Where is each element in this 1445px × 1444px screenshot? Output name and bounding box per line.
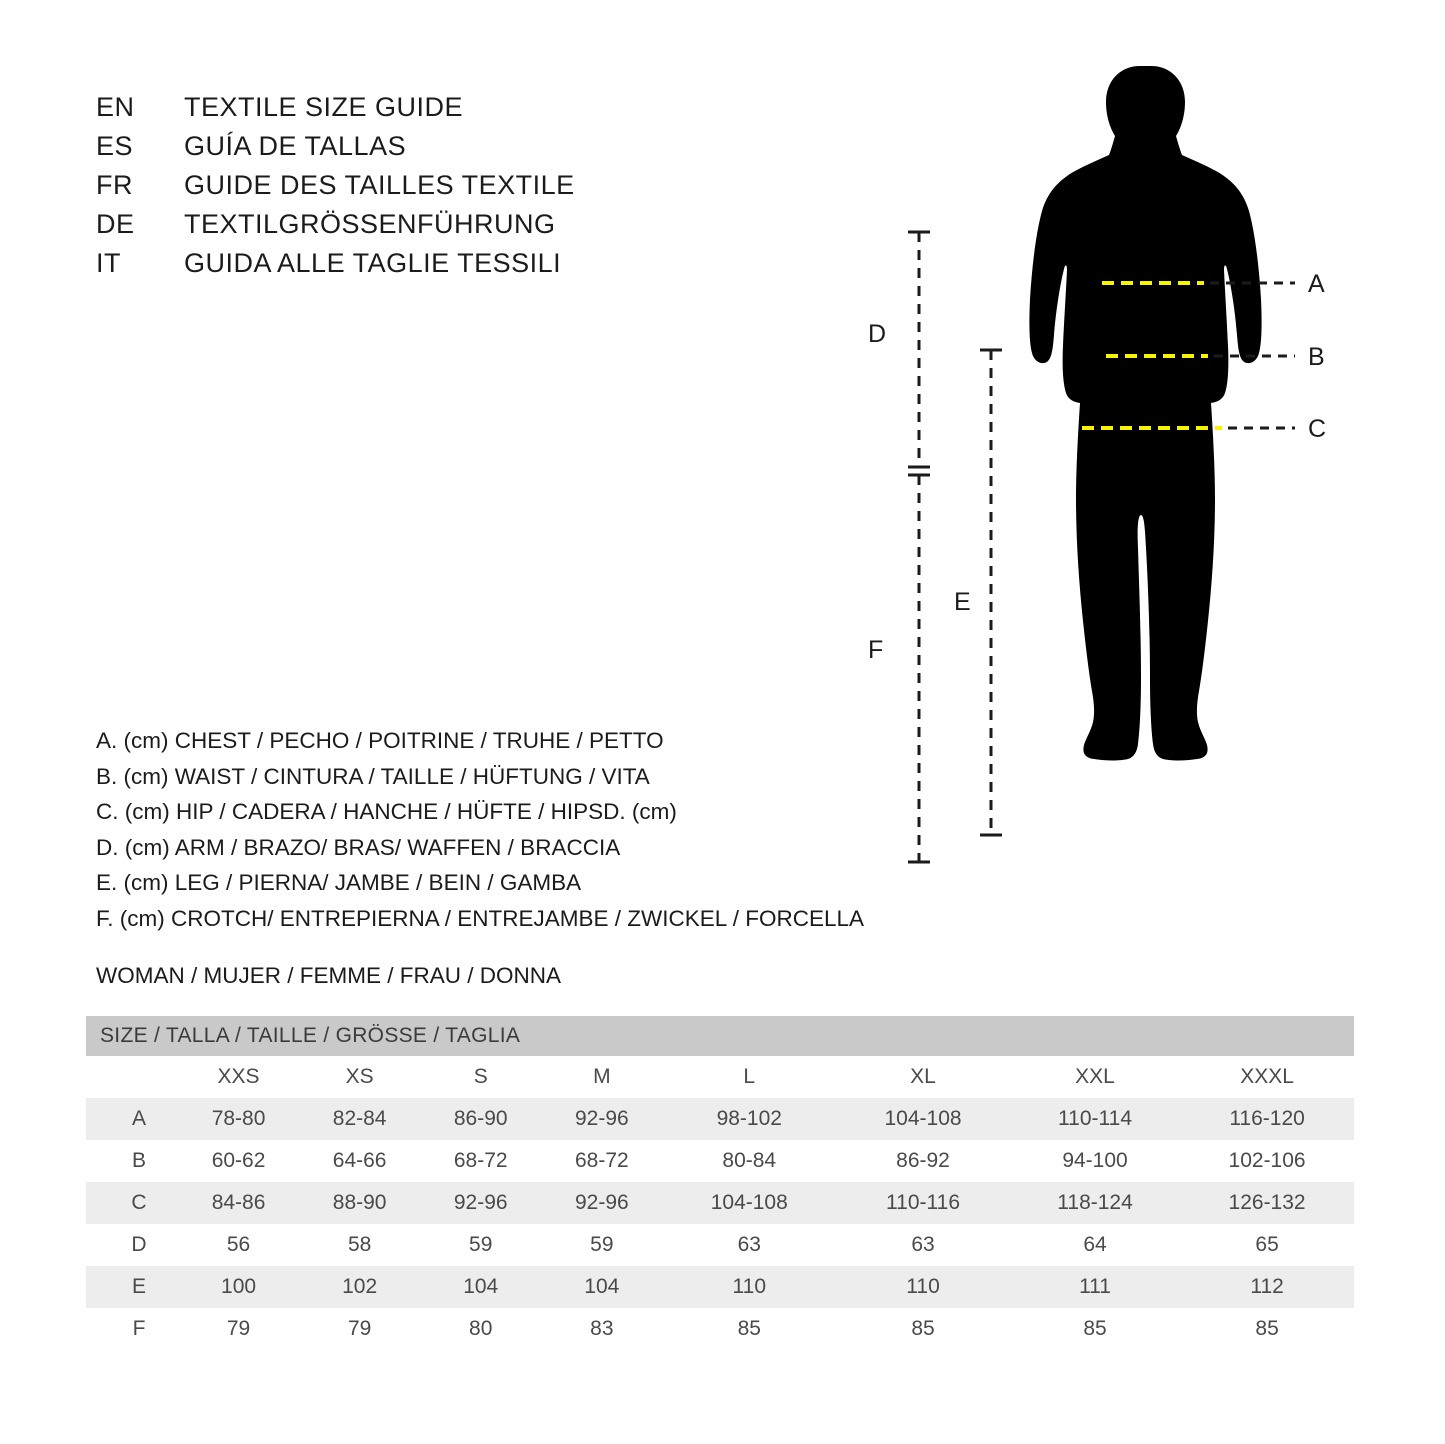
cell-d-xxl: 64	[1010, 1224, 1180, 1266]
table-row	[86, 1266, 1354, 1308]
title-row-de	[96, 209, 575, 248]
row-label-d: D	[86, 1224, 178, 1266]
cell-c-m: 92-96	[541, 1182, 662, 1224]
title-block	[96, 92, 575, 287]
row-label-f: F	[86, 1308, 178, 1350]
title-row-es	[96, 131, 575, 170]
cell-e-xxs: 100	[178, 1266, 299, 1308]
gender-heading: WOMAN / MUJER / FEMME / FRAU / DONNA	[96, 963, 561, 988]
column-header-xxxl: XXXL	[1180, 1056, 1354, 1098]
cell-a-xxxl: 116-120	[1180, 1098, 1354, 1140]
cell-f-xxl: 85	[1010, 1308, 1180, 1350]
cell-c-xxs: 84-86	[178, 1182, 299, 1224]
cell-b-xl: 86-92	[836, 1140, 1010, 1182]
bracket-e-leg	[980, 350, 1002, 835]
cell-c-s: 92-96	[420, 1182, 541, 1224]
cell-f-l: 85	[662, 1308, 836, 1350]
cell-b-l: 80-84	[662, 1140, 836, 1182]
table-column-headers	[86, 1056, 1354, 1098]
cell-a-xxs: 78-80	[178, 1098, 299, 1140]
row-label-b: B	[86, 1140, 178, 1182]
legend-item-f: F. (cm) CROTCH/ ENTREPIERNA / ENTREJAMBE / ZWICKEL / FORCELLA	[96, 905, 864, 931]
row-label-e: E	[86, 1266, 178, 1308]
cell-c-xs: 88-90	[299, 1182, 420, 1224]
cell-d-s: 59	[420, 1224, 541, 1266]
title-lang-fr: FR	[96, 170, 133, 200]
column-header-xl: XL	[836, 1056, 1010, 1098]
legend-item-c: C. (cm) HIP / CADERA / HANCHE / HÜFTE / HIPSD. (cm)	[96, 799, 677, 824]
female-silhouette	[1029, 66, 1261, 761]
cell-b-xxl: 94-100	[1010, 1140, 1180, 1182]
cell-a-l: 98-102	[662, 1098, 836, 1140]
cell-a-xs: 82-84	[299, 1098, 420, 1140]
title-text-es: GUÍA DE TALLAS	[184, 131, 407, 161]
cell-a-s: 86-90	[420, 1098, 541, 1140]
column-header-s: S	[420, 1056, 541, 1098]
legend-item-e: E. (cm) LEG / PIERNA/ JAMBE / BEIN / GAMBA	[96, 870, 582, 895]
cell-b-xs: 64-66	[299, 1140, 420, 1182]
title-lang-es: ES	[96, 131, 134, 161]
cell-e-xxxl: 112	[1180, 1266, 1354, 1308]
title-text-de: TEXTILGRÖSSENFÜHRUNG	[184, 209, 556, 239]
cell-e-xl: 110	[836, 1266, 1010, 1308]
cell-b-xxs: 60-62	[178, 1140, 299, 1182]
body-measurement-diagram	[840, 50, 1380, 910]
title-lang-it: IT	[96, 248, 121, 278]
cell-f-m: 83	[541, 1308, 662, 1350]
legend-item-d: D. (cm) ARM / BRAZO/ BRAS/ WAFFEN / BRACCIA	[96, 834, 621, 860]
cell-e-s: 104	[420, 1266, 541, 1308]
cell-f-xs: 79	[299, 1308, 420, 1350]
legend-block	[96, 723, 864, 936]
cell-d-xl: 63	[836, 1224, 1010, 1266]
cell-b-m: 68-72	[541, 1140, 662, 1182]
legend-item-a: A. (cm) CHEST / PECHO / POITRINE / TRUHE / PETTO	[96, 728, 664, 753]
callout-label-b: B	[1308, 343, 1325, 371]
size-table	[86, 1016, 1354, 1350]
column-header-xxl: XXL	[1010, 1056, 1180, 1098]
cell-c-xxl: 118-124	[1010, 1182, 1180, 1224]
title-text-fr: GUIDE DES TAILLES TEXTILE	[184, 170, 575, 200]
table-row	[86, 1140, 1354, 1182]
title-row-it	[96, 248, 575, 287]
cell-b-xxxl: 102-106	[1180, 1140, 1354, 1182]
bracket-label-d: D	[868, 320, 887, 348]
cell-d-m: 59	[541, 1224, 662, 1266]
table-row	[86, 1224, 1354, 1266]
cell-a-xxl: 110-114	[1010, 1098, 1180, 1140]
cell-f-s: 80	[420, 1308, 541, 1350]
title-row-en	[96, 92, 575, 131]
cell-f-xl: 85	[836, 1308, 1010, 1350]
table-header-bar	[86, 1016, 1354, 1056]
bracket-label-e: E	[954, 588, 971, 616]
title-lang-en: EN	[96, 92, 135, 122]
table-row	[86, 1182, 1354, 1224]
column-header-m: M	[541, 1056, 662, 1098]
column-header-xs: XS	[299, 1056, 420, 1098]
cell-d-l: 63	[662, 1224, 836, 1266]
cell-e-xxl: 111	[1010, 1266, 1180, 1308]
table-row	[86, 1308, 1354, 1350]
bracket-f-crotch	[908, 475, 930, 862]
title-row-fr	[96, 170, 575, 209]
cell-c-xl: 110-116	[836, 1182, 1010, 1224]
bracket-label-f: F	[868, 636, 884, 664]
title-lang-de: DE	[96, 209, 135, 239]
cell-e-xs: 102	[299, 1266, 420, 1308]
cell-a-m: 92-96	[541, 1098, 662, 1140]
callout-label-a: A	[1308, 270, 1325, 298]
bracket-d-arm	[908, 232, 930, 467]
cell-e-l: 110	[662, 1266, 836, 1308]
cell-f-xxs: 79	[178, 1308, 299, 1350]
column-header-blank	[86, 1056, 178, 1098]
column-header-l: L	[662, 1056, 836, 1098]
column-header-xxs: XXS	[178, 1056, 299, 1098]
cell-e-m: 104	[541, 1266, 662, 1308]
table-header-label: SIZE / TALLA / TAILLE / GRÖSSE / TAGLIA	[86, 1016, 1354, 1056]
legend-item-b: B. (cm) WAIST / CINTURA / TAILLE / HÜFTUNG / VITA	[96, 763, 650, 789]
row-label-a: A	[86, 1098, 178, 1140]
cell-b-s: 68-72	[420, 1140, 541, 1182]
cell-c-l: 104-108	[662, 1182, 836, 1224]
title-text-it: GUIDA ALLE TAGLIE TESSILI	[184, 248, 562, 278]
table-row	[86, 1098, 1354, 1140]
cell-d-xs: 58	[299, 1224, 420, 1266]
title-text-en: TEXTILE SIZE GUIDE	[184, 92, 464, 122]
callout-label-c: C	[1308, 415, 1327, 443]
cell-f-xxxl: 85	[1180, 1308, 1354, 1350]
cell-a-xl: 104-108	[836, 1098, 1010, 1140]
cell-d-xxxl: 65	[1180, 1224, 1354, 1266]
row-label-c: C	[86, 1182, 178, 1224]
cell-c-xxxl: 126-132	[1180, 1182, 1354, 1224]
cell-d-xxs: 56	[178, 1224, 299, 1266]
